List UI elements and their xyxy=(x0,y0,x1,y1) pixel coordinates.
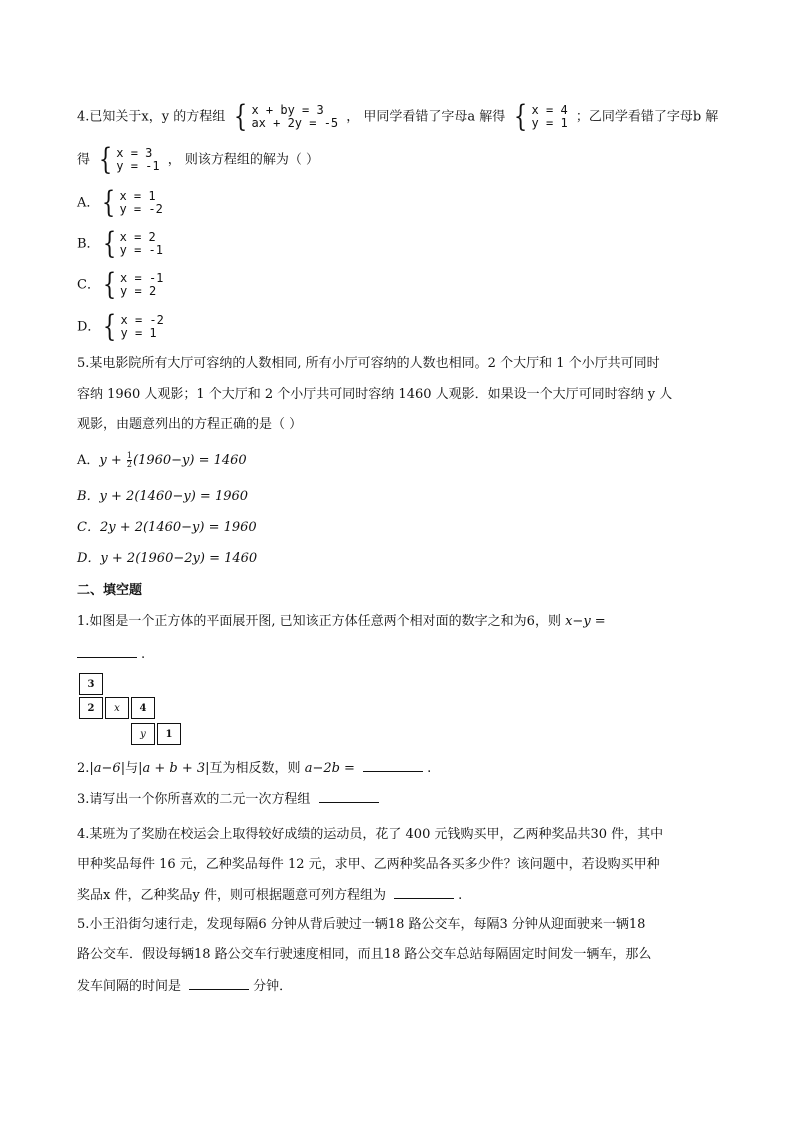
net-cell: 4 xyxy=(131,697,155,719)
brace-icon: { xyxy=(102,267,117,302)
equation: ax + 2y = -5 xyxy=(251,116,339,130)
fill-1-line-2: . xyxy=(77,645,145,664)
brace-icon: { xyxy=(103,309,117,344)
equation: y = 2 xyxy=(120,284,157,298)
q4-text: ， 甲同学看错了字母a 解得 xyxy=(346,109,506,125)
fill-5-line-3: 发车间隔的时间是 分钟． xyxy=(77,979,293,994)
equation: x = 2 xyxy=(119,230,156,244)
equation: |a + b + 3| xyxy=(138,761,210,776)
brace-icon: { xyxy=(234,99,248,134)
fill-5-line-1: 5.小王沿街匀速行走，发现每隔6 分钟从背后驶过一辆18 路公交车，每隔3 分钟从迎面驶来一辆18 xyxy=(77,917,646,932)
equation: x = 3 xyxy=(116,146,153,160)
fill-2-line: 2.|a−6|与|a + b + 3|互为相反数，则 a−2b = . xyxy=(77,761,432,776)
q4-line-1 xyxy=(77,99,719,134)
equation: y + xyxy=(99,453,122,468)
fraction: $\frac{1}{2}$ xyxy=(126,451,132,469)
brace-icon: { xyxy=(102,226,116,261)
answer-blank[interactable] xyxy=(319,790,379,803)
equation: x + by = 3 xyxy=(251,103,324,117)
q5-option-d[interactable]: D．y + 2(1960−2y) = 1460 xyxy=(77,551,258,566)
q4-text: ；乙同学看错了字母b 解 xyxy=(575,109,719,125)
q5-option-a[interactable] xyxy=(77,452,247,470)
fill-1-line-1 xyxy=(77,613,606,631)
equation-system-jia xyxy=(511,99,568,134)
answer-blank[interactable] xyxy=(363,759,423,772)
net-cell: x xyxy=(105,697,129,719)
q4-line-2 xyxy=(77,142,320,177)
brace-icon: { xyxy=(102,185,116,220)
equation: x = -2 xyxy=(120,313,164,327)
option-label: A． xyxy=(77,195,100,211)
option-label: D． xyxy=(77,319,101,335)
equation: x = 1 xyxy=(119,189,156,203)
q4-option-b[interactable] xyxy=(77,226,167,261)
option-label: C． xyxy=(77,277,100,293)
option-label: A． xyxy=(77,453,100,468)
q4-option-d[interactable] xyxy=(77,309,168,344)
q5-option-b[interactable]: B．y + 2(1460−y) = 1960 xyxy=(77,489,249,504)
equation: a−2b = xyxy=(304,761,355,776)
equation: y = -2 xyxy=(119,202,163,216)
equation: y = 1 xyxy=(531,116,568,130)
fill-5-line-2: 路公交车．假设每辆18 路公交车行驶速度相同，而且18 路公交车总站每隔固定时间发一辆车，那么 xyxy=(77,947,652,962)
brace-icon: { xyxy=(99,142,113,177)
section-heading: 二、填空题 xyxy=(77,583,143,598)
answer-blank[interactable] xyxy=(394,886,454,899)
q4-option-a[interactable] xyxy=(77,185,167,220)
fill-4-line-1: 4.某班为了奖励在校运会上取得较好成绩的运动员，花了 400 元钱购买甲，乙两种奖品共30 件，其中 xyxy=(77,827,664,842)
q4-text: 4.已知关于x，y 的方程组 xyxy=(77,109,226,125)
equation: x = 4 xyxy=(531,103,568,117)
q5-line-2: 容纳 1960 人观影；1 个大厅和 2 个小厅共可同时容纳 1460 人观影．如果设一个大厅可同时容纳 y 人 xyxy=(77,387,673,402)
net-cell: y xyxy=(131,723,155,745)
net-cell: 2 xyxy=(79,697,103,719)
fill-3-line: 3.请写出一个你所喜欢的二元一次方程组 xyxy=(77,790,383,809)
fill-4-line-2: 甲种奖品每件 16 元，乙种奖品每件 12 元，求甲、乙两种奖品各买多少件？该问题中，若设购买甲种 xyxy=(77,857,660,872)
answer-blank[interactable] xyxy=(189,977,249,990)
answer-blank[interactable] xyxy=(77,645,137,658)
q4-option-c[interactable] xyxy=(77,267,167,302)
q5-line-1: 5.某电影院所有大厅可容纳的人数相同, 所有小厅可容纳的人数也相同。2 个大厅和 1 个小厅共可同时 xyxy=(77,356,660,371)
net-cell: 1 xyxy=(157,723,181,745)
equation: x = -1 xyxy=(120,271,164,285)
equation: (1960−y) = 1460 xyxy=(133,453,247,468)
option-label: B． xyxy=(77,236,100,252)
brace-icon: { xyxy=(514,99,528,134)
q4-text: 得 xyxy=(77,152,91,168)
fill-4-line-3: 奖品x 件，乙种奖品y 件，则可根据题意可列方程组为 . xyxy=(77,888,463,903)
equation-system-main xyxy=(231,99,339,134)
net-cell: 3 xyxy=(79,673,103,695)
equation: x−y = xyxy=(565,614,606,629)
fill-1-text: 1.如图是一个正方体的平面展开图, 已知该正方体任意两个相对面的数字之和为6，则 xyxy=(77,614,561,629)
q4-text: ， 则该方程组的解为（ ） xyxy=(167,152,320,168)
equation: y = -1 xyxy=(119,243,164,257)
q5-line-3: 观影，由题意列出的方程正确的是（ ） xyxy=(77,417,303,432)
equation: |a−6| xyxy=(89,761,126,776)
equation-system-yi xyxy=(96,142,160,177)
q5-option-c[interactable]: C．2y + 2(1460−y) = 1960 xyxy=(77,520,257,535)
equation: y = -1 xyxy=(116,159,160,173)
equation: y = 1 xyxy=(120,326,157,340)
